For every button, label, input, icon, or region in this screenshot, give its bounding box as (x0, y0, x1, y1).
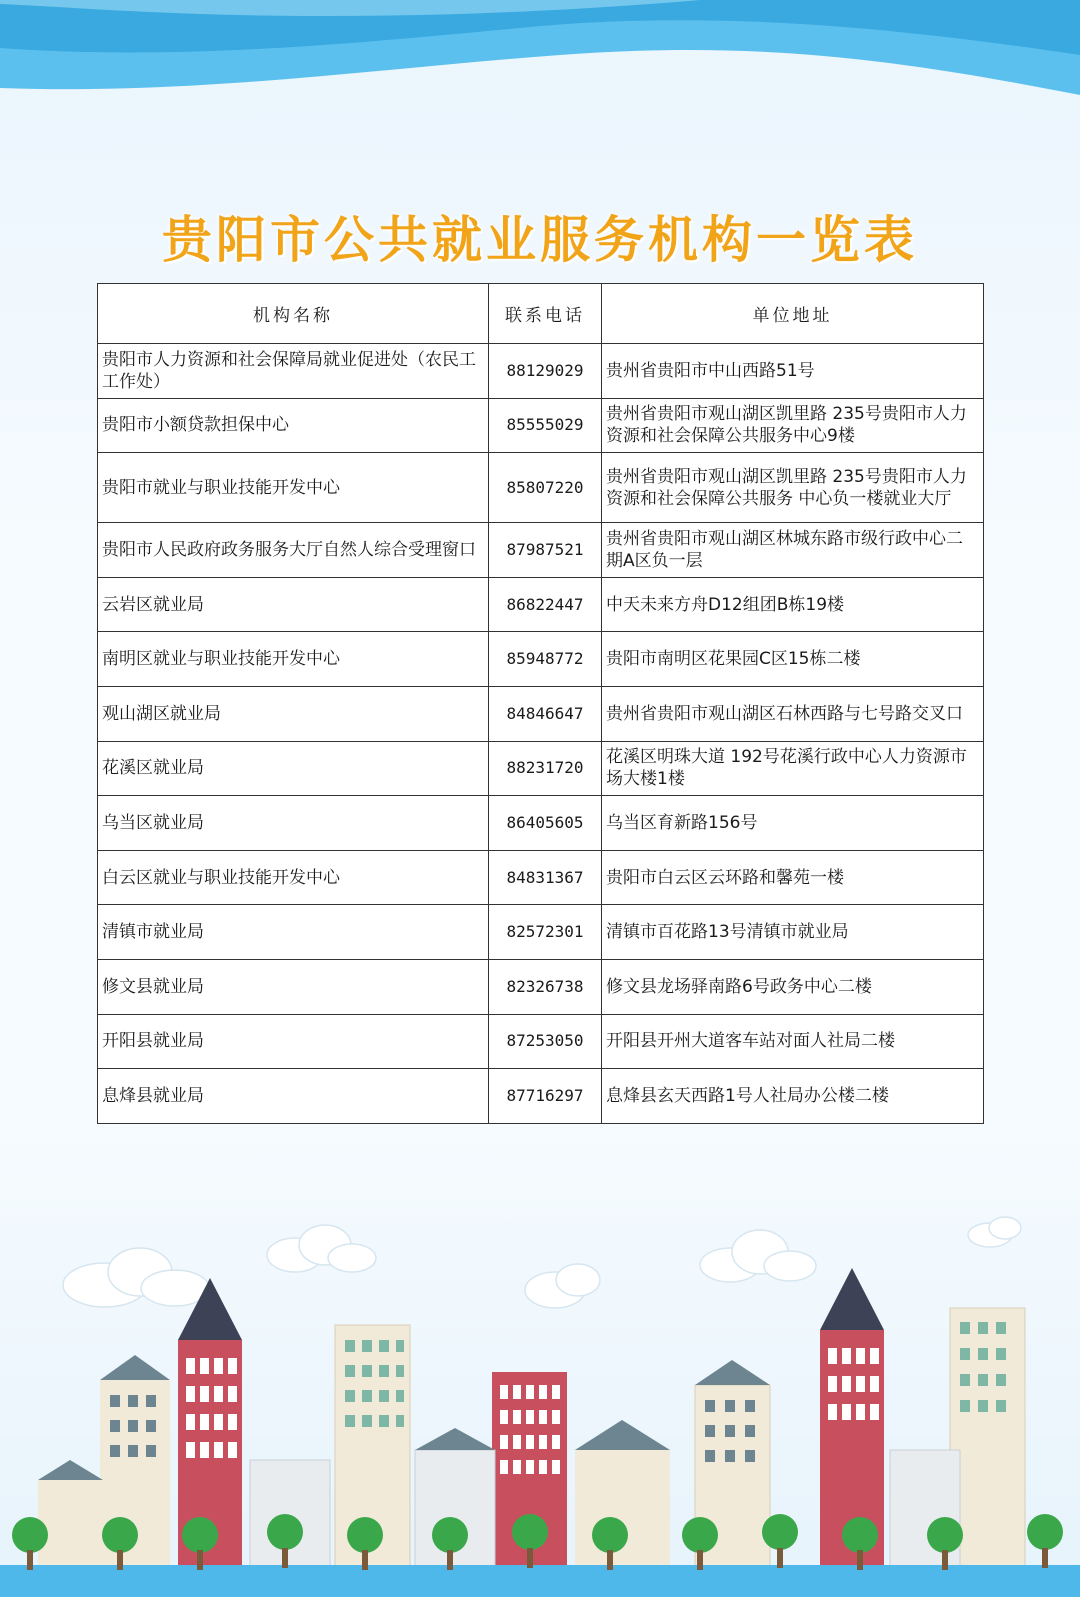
cityscape-illustration (0, 1180, 1080, 1597)
address-cell: 贵州省贵阳市中山西路51号 (602, 344, 984, 399)
header-address: 单位地址 (602, 284, 984, 344)
header-phone: 联系电话 (489, 284, 602, 344)
table-row (98, 850, 984, 905)
building-back-left (100, 1355, 170, 1597)
address-cell: 清镇市百花路13号清镇市就业局 (602, 905, 984, 960)
address-cell: 贵州省贵阳市观山湖区凯里路 235号贵阳市人力资源和社会保障公共服务中心9楼 (602, 398, 984, 453)
agency-name-cell: 白云区就业与职业技能开发中心 (98, 850, 489, 905)
agency-name-cell: 开阳县就业局 (98, 1014, 489, 1069)
header-agency-name: 机构名称 (98, 284, 489, 344)
table-header-row (98, 284, 984, 344)
agency-name-cell: 清镇市就业局 (98, 905, 489, 960)
address-cell: 花溪区明珠大道 192号花溪行政中心人力资源市场大楼1楼 (602, 741, 984, 796)
address-cell: 开阳县开州大道客车站对面人社局二楼 (602, 1014, 984, 1069)
phone-cell: 88231720 (489, 741, 602, 796)
phone-cell: 87253050 (489, 1014, 602, 1069)
table-row (98, 523, 984, 578)
agency-table (97, 283, 984, 1124)
address-cell: 贵阳市南明区花果园C区15栋二楼 (602, 632, 984, 687)
address-cell: 贵州省贵阳市观山湖区林城东路市级行政中心二期A区负一层 (602, 523, 984, 578)
address-cell: 中天未来方舟D12组团B栋19楼 (602, 577, 984, 632)
agency-table-container (97, 283, 983, 1124)
agency-name-cell: 贵阳市就业与职业技能开发中心 (98, 453, 489, 523)
phone-cell: 87716297 (489, 1069, 602, 1124)
building-cream-far-right (950, 1308, 1025, 1597)
phone-cell: 86405605 (489, 796, 602, 851)
agency-name-cell: 南明区就业与职业技能开发中心 (98, 632, 489, 687)
address-cell: 贵阳市白云区云环路和馨苑一楼 (602, 850, 984, 905)
phone-cell: 87987521 (489, 523, 602, 578)
agency-name-cell: 贵阳市人力资源和社会保障局就业促进处（农民工工作处） (98, 344, 489, 399)
phone-cell: 86822447 (489, 577, 602, 632)
agency-name-cell: 贵阳市小额贷款担保中心 (98, 398, 489, 453)
phone-cell: 85807220 (489, 453, 602, 523)
table-row (98, 741, 984, 796)
table-row (98, 1014, 984, 1069)
phone-cell: 82326738 (489, 959, 602, 1014)
river-strip (0, 1565, 1080, 1597)
agency-name-cell: 花溪区就业局 (98, 741, 489, 796)
address-cell: 贵州省贵阳市观山湖区石林西路与七号路交叉口 (602, 686, 984, 741)
table-row (98, 577, 984, 632)
phone-cell: 85948772 (489, 632, 602, 687)
agency-name-cell: 修文县就业局 (98, 959, 489, 1014)
agency-name-cell: 贵阳市人民政府政务服务大厅自然人综合受理窗口 (98, 523, 489, 578)
table-row (98, 686, 984, 741)
phone-cell: 84831367 (489, 850, 602, 905)
table-row (98, 1069, 984, 1124)
agency-name-cell: 息烽县就业局 (98, 1069, 489, 1124)
phone-cell: 84846647 (489, 686, 602, 741)
agency-name-cell: 云岩区就业局 (98, 577, 489, 632)
address-cell: 贵州省贵阳市观山湖区凯里路 235号贵阳市人力资源和社会保障公共服务 中心负一楼就业大厅 (602, 453, 984, 523)
table-row (98, 344, 984, 399)
phone-cell: 88129029 (489, 344, 602, 399)
building-cream-tall (335, 1325, 410, 1597)
building-cream-mid-right (695, 1360, 770, 1597)
agency-name-cell: 观山湖区就业局 (98, 686, 489, 741)
agency-name-cell: 乌当区就业局 (98, 796, 489, 851)
table-row (98, 398, 984, 453)
sky-wave-decoration (0, 0, 1080, 130)
table-row (98, 959, 984, 1014)
table-row (98, 453, 984, 523)
address-cell: 乌当区育新路156号 (602, 796, 984, 851)
page-title: 贵阳市公共就业服务机构一览表 (162, 210, 918, 269)
table-row (98, 796, 984, 851)
phone-cell: 85555029 (489, 398, 602, 453)
address-cell: 息烽县玄天西路1号人社局办公楼二楼 (602, 1069, 984, 1124)
table-row (98, 905, 984, 960)
table-row (98, 632, 984, 687)
phone-cell: 82572301 (489, 905, 602, 960)
address-cell: 修文县龙场驿南路6号政务中心二楼 (602, 959, 984, 1014)
